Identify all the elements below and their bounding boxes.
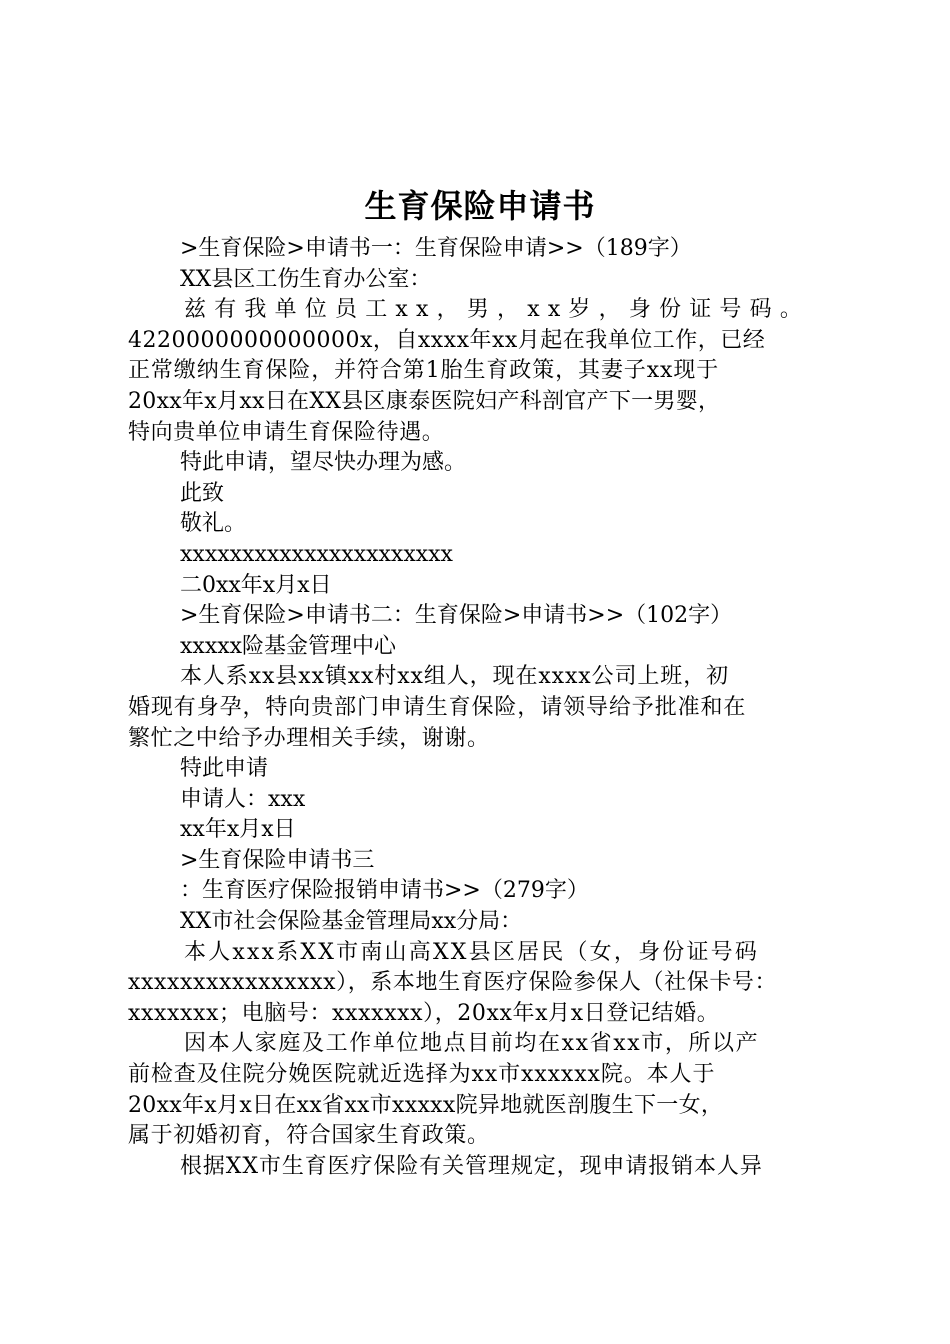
- date-line: 二0xx年x月x日: [180, 572, 332, 598]
- salutation-line: 此致: [180, 480, 225, 506]
- paragraph-line: xxxxxxxxxxxxxxxx），系本地生育医疗保险参保人（社保卡号：: [128, 970, 778, 996]
- closing-line: 特此申请，望尽快办理为感。: [180, 450, 467, 476]
- paragraph-line: 本人xxx系XX市南山高XX县区居民（女，身份证号码: [184, 939, 760, 965]
- document-body: [128, 234, 828, 1182]
- section-heading-3: >生育保险申请书三: [180, 847, 375, 873]
- signature-line: xxxxxxxxxxxxxxxxxxxxxx: [180, 541, 453, 567]
- document-title: 生育保险申请书: [364, 187, 596, 225]
- section-heading-1: >生育保险>申请书一：生育保险申请>>（189字）: [180, 236, 692, 261]
- paragraph-line: 婚现有身孕，特向贵部门申请生育保险，请领导给予批准和在: [128, 694, 747, 720]
- paragraph-line: 兹有我单位员工xx，男，xx岁，身份证号码。: [184, 297, 811, 323]
- paragraph-line: 繁忙之中给予办理相关手续，谢谢。: [128, 725, 490, 751]
- paragraph-line: 20xx年x月x日在xx省xx市xxxxx院异地就医剖腹生下一女，: [128, 1092, 724, 1118]
- paragraph-line: 20xx年x月xx日在XX县区康泰医院妇产科剖官产下一男婴，: [128, 388, 721, 414]
- section-heading-2: >生育保险>申请书二：生育保险>申请书>>（102字）: [180, 603, 733, 629]
- paragraph-line: 前检查及住院分娩医院就近选择为xx市xxxxxx院。本人于: [128, 1062, 716, 1088]
- closing-line: 特此申请: [180, 756, 269, 782]
- paragraph-line: 正常缴纳生育保险，并符合第1胎生育政策，其妻子xx现于: [128, 358, 720, 384]
- salutation-line: 敬礼。: [180, 511, 247, 537]
- paragraph-line: xxxxxxx；电脑号：xxxxxxx），20xx年x月x日登记结婚。: [128, 1000, 720, 1026]
- paragraph-line: 本人系xx县xx镇xx村xx组人，现在xxxx公司上班，初: [180, 664, 729, 690]
- date-line: xx年x月x日: [180, 817, 296, 843]
- paragraph-line: 根据XX市生育医疗保险有关管理规定，现申请报销本人异: [180, 1153, 763, 1179]
- recipient-line: XX市社会保险基金管理局xx分局：: [180, 909, 523, 935]
- paragraph-line: 属于初婚初育，符合国家生育政策。: [128, 1123, 490, 1149]
- recipient-line: xxxxx险基金管理中心: [180, 633, 397, 659]
- recipient-line: XX县区工伤生育办公室：: [180, 266, 432, 292]
- section-heading-3-cont: ：生育医疗保险报销申请书>>（279字）: [180, 878, 589, 904]
- applicant-line: 申请人：xxx: [180, 786, 306, 812]
- paragraph-line: 特向贵单位申请生育保险待遇。: [128, 419, 445, 445]
- paragraph-line: 因本人家庭及工作单位地点目前均在xx省xx市，所以产: [184, 1031, 760, 1057]
- paragraph-line: 4220000000000000x，自xxxx年xx月起在我单位工作，已经: [128, 327, 766, 353]
